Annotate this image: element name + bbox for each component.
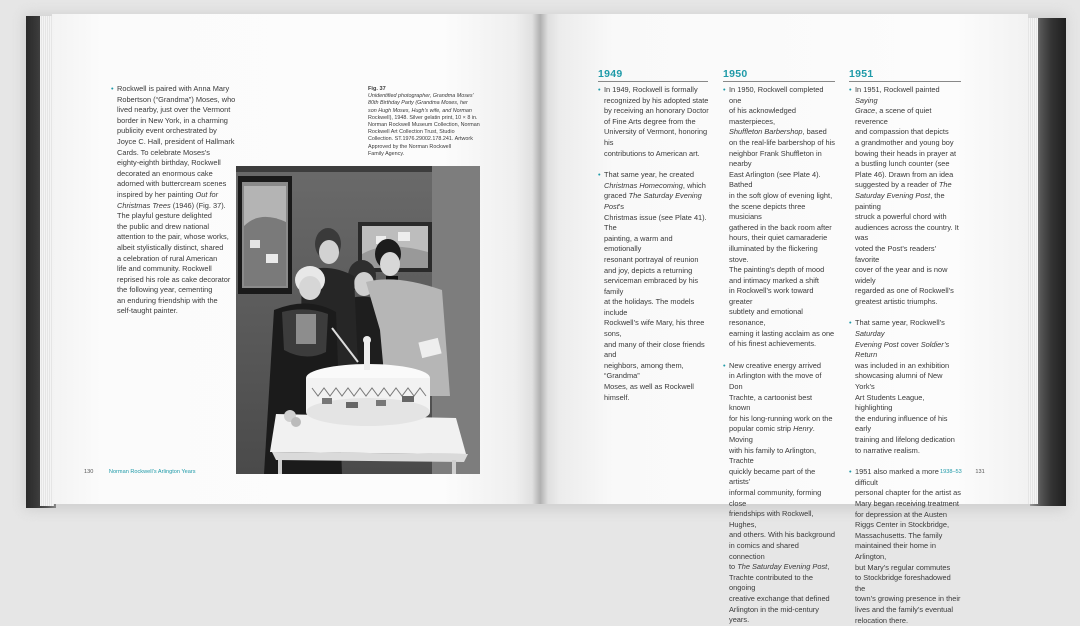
year-rule-1950 (723, 81, 835, 82)
text-line: contributions to American art. (604, 148, 700, 158)
timeline-entry (723, 85, 835, 350)
text-line: struck a powerful chord with (855, 212, 947, 222)
text-line: 80th Birthday Party (Grandma Moses, her (368, 100, 468, 107)
text-line: in the soft glow of evening light, (729, 190, 833, 200)
text-line: Art Students League, highlighting (855, 392, 925, 413)
text-line: and intimacy marked a shift (729, 275, 819, 285)
text-line: Approved by the Norman Rockwell (368, 143, 451, 150)
text-line: Collection. ST.1976.29002.178.241. Artwork (368, 136, 473, 143)
timeline-entry (849, 318, 961, 456)
text-line: painting, a warm and emotionally (604, 233, 673, 254)
text-line: lived nearby, just over the Vermont (117, 105, 231, 115)
text-line: albeit stylistically distinct, shared (117, 242, 224, 252)
text-line: was included in an exhibition (855, 360, 950, 370)
text-line: (1946) (Fig. 37). (170, 200, 226, 210)
text-line: The Saturday Evening Post (604, 191, 702, 211)
book-gutter (532, 14, 548, 504)
text-line: Christmas Homecoming (604, 180, 683, 190)
text-line: in comics and shared connection (729, 540, 799, 561)
text-line: , the painting (855, 190, 945, 211)
chapter-date-range: 1938–53 (940, 469, 962, 475)
text-line: cover (898, 339, 921, 349)
timeline-entry (849, 467, 961, 626)
text-line: relocation there. (855, 615, 908, 625)
figure-caption (368, 86, 488, 158)
text-line: That same year, Rockwell’s (855, 318, 945, 328)
text-line: a grandmother and young boy (855, 137, 954, 147)
text-line: publicity event orchestrated by (117, 126, 217, 136)
text-line: and joy, depicts a returning (604, 265, 693, 275)
text-line: eighty-eighth birthday, Rockwell (117, 158, 221, 168)
year-heading-1949: 1949 (598, 68, 623, 80)
right-page-number: 131 (975, 469, 985, 475)
text-line: Saturday Evening Post (855, 190, 931, 200)
text-line: Robertson (“Grandma”) Moses, who (117, 94, 236, 104)
text-line: Soldier’s Return (855, 339, 950, 360)
text-line: to Stockbridge foreshadowed the (855, 573, 951, 593)
text-line: regarded as one of Rockwell’s (855, 286, 954, 296)
text-line: adorned with buttercream scenes (117, 179, 227, 189)
timeline-entry (598, 170, 710, 403)
text-line: In 1949, Rockwell is formally (604, 85, 698, 94)
text-line: Saturday (855, 329, 885, 339)
text-line: , (827, 562, 830, 572)
text-line: lives and the family’s eventual (855, 604, 954, 614)
text-line: Joyce C. Hall, president of Hallmark (117, 136, 235, 146)
photograph-illustration (236, 166, 480, 474)
text-line: training and lifelong dedication (855, 435, 955, 444)
text-line: at the holidays. The models include (604, 297, 695, 317)
text-line: Christmas issue (see Plate 41). The (604, 212, 707, 233)
text-line: subtlety and emotional resonance, (729, 307, 803, 328)
text-line: and compassion that depicts (855, 127, 949, 137)
text-line: Norman Rockwell Museum Collection, Norman (368, 122, 480, 129)
text-line: The (938, 180, 952, 190)
text-line: voted the Post’s readers’ favorite (855, 243, 936, 264)
text-line: Rockwell is paired with Anna Mary (117, 84, 230, 93)
year-heading-1950: 1950 (723, 68, 748, 80)
text-line: , based (802, 127, 827, 137)
text-line: and others. With his background (729, 530, 835, 540)
text-line: for his long-running work on the (729, 413, 833, 423)
text-line: a bustling lunch counter (see (855, 159, 950, 169)
running-title: Norman Rockwell’s Arlington Years (108, 469, 196, 475)
text-line: border in New York, in a charming (117, 115, 228, 125)
text-line: and many of their close friends and (604, 339, 705, 360)
text-line: greatest artistic triumphs. (855, 296, 938, 306)
text-line: Moses, as well as Rockwell himself. (604, 382, 694, 402)
text-line: Henry (793, 424, 813, 434)
text-line: , which (682, 180, 706, 190)
text-line: The playful gesture delighted (117, 211, 212, 221)
text-line: Unidentified photographer, Grandma Moses’ (368, 93, 474, 100)
text-line: showcasing alumni of New York’s (855, 371, 943, 392)
text-line: The Saturday Evening Post (737, 562, 828, 572)
text-line: popular comic strip (729, 424, 794, 434)
text-line: with his family to Arlington, Trachte (729, 445, 817, 466)
text-line: creative exchange that defined (729, 593, 830, 603)
text-line: Massachusetts. The family (855, 530, 943, 540)
text-line: Plate 46). Drawn from an idea (855, 169, 954, 179)
text-line: of his finest achievements. (729, 339, 817, 349)
text-line: in Arlington with the move of Don (729, 371, 822, 392)
text-line: Trachte, a cartoonist best known (729, 392, 813, 413)
text-line: Family Agency. (368, 150, 405, 157)
text-line: Grace (855, 106, 876, 116)
text-line: friendships with Rockwell, Hughes, (729, 509, 814, 529)
text-line: . Moving (729, 424, 815, 444)
year-rule-1949 (598, 81, 708, 82)
left-body-text (111, 84, 241, 317)
text-line: of Fine Arts degree from the (604, 116, 696, 126)
text-line: illuminated by the flickering stove. (729, 243, 818, 264)
year-heading-1951: 1951 (849, 68, 874, 80)
year-rule-1951 (849, 81, 961, 82)
text-line: by receiving an honorary Doctor (604, 106, 709, 116)
text-line: graced (604, 191, 629, 201)
text-line: maintained their home in Arlington, (855, 541, 936, 561)
text-line: Rockwell Art Collection Trust, Studio (368, 129, 455, 136)
text-line: to (729, 562, 738, 572)
text-line: In 1950, Rockwell completed one (729, 85, 824, 105)
text-line: self-taught painter. (117, 306, 178, 316)
text-line: Cards. To celebrate Moses’s (117, 147, 210, 157)
text-line: earning it lasting acclaim as one (729, 328, 835, 338)
text-line: gathered in the back room after (729, 222, 832, 232)
text-line: Riggs Center in Stockbridge, (855, 520, 950, 530)
text-line: neighbor Frank Shuffleton in nearby (729, 148, 822, 169)
text-line: bowing their heads in prayer at (855, 148, 957, 158)
text-line: in Rockwell’s work toward greater (729, 286, 814, 306)
text-line: 1951 also marked a more difficult (855, 467, 939, 487)
text-line: Christmas Trees (117, 200, 171, 210)
text-line: In 1951, Rockwell painted (855, 85, 940, 94)
text-line: an enduring friendship with the (117, 295, 218, 305)
text-line: on the real-life barbershop of his (729, 137, 835, 147)
text-line: New creative energy arrived (729, 360, 822, 370)
timeline-entry (849, 85, 961, 307)
text-line: Trachte contributed to the ongoing (729, 572, 813, 593)
text-line: of his acknowledged masterpieces, (729, 106, 796, 126)
text-line: the enduring influence of his early (855, 413, 948, 434)
text-line: audiences across the country. It was (855, 222, 959, 243)
grandma-moses-paragraph (111, 84, 241, 317)
text-line: for depression at the Austen (855, 509, 948, 519)
text-line: Rockwell), 1948. Silver gelatin print, 10 × 8 in. (368, 114, 478, 121)
text-line: resonant portrayal of reunion (604, 254, 699, 264)
text-line: Mary began receiving treatment (855, 498, 959, 508)
text-line: town’s growing presence in their (855, 594, 961, 604)
birthday-party-photograph (236, 166, 480, 474)
text-line: quickly became part of the artists’ (729, 466, 816, 487)
text-line: attention to the pair, whose works, (117, 232, 229, 242)
text-line: life and community. Rockwell (117, 264, 212, 274)
text-line: recognized by his adopted state (604, 95, 709, 105)
left-page-footer (84, 469, 196, 475)
text-line: hours, their quiet camaraderie (729, 233, 828, 243)
text-line: a celebration of rural American (117, 253, 218, 263)
text-line: the public and drew national (117, 221, 210, 231)
text-line: University of Vermont, honoring his (604, 127, 708, 147)
text-line: decorated an enormous cake (117, 168, 213, 178)
text-line: to narrative realism. (855, 445, 920, 455)
text-line: the scene depicts three musicians (729, 201, 806, 222)
text-line: inspired by her painting (117, 189, 196, 199)
text-line: Out for (195, 189, 219, 199)
text-line: serviceman embraced by his family (604, 276, 699, 296)
text-line: reprised his role as cake decorator (117, 274, 231, 284)
text-line: son Hugh Moses, Hugh’s wife, and Norman (368, 107, 472, 114)
text-line: Rockwell’s wife Mary, his three sons, (604, 318, 705, 339)
text-line: personal chapter for the artist as (855, 488, 961, 498)
text-line: Shuffleton Barbershop (729, 127, 803, 137)
timeline-column-1950 (723, 85, 835, 626)
left-page-number: 130 (84, 469, 94, 475)
timeline-entry (723, 361, 835, 626)
text-line: ’s (618, 201, 625, 211)
text-line: Saying (855, 95, 878, 105)
text-line: suggested by a reader of (855, 180, 939, 190)
text-line: , a scene of quiet reverence (855, 106, 932, 126)
text-line: East Arlington (see Plate 4). Bathed (729, 169, 821, 190)
right-page-footer (940, 469, 985, 475)
timeline-column-1949 (598, 85, 710, 403)
text-line: neighbors, among them, “Grandma” (604, 360, 684, 381)
text-line: cover of the year and is now widely (855, 265, 948, 285)
text-line: Evening Post (855, 339, 899, 349)
text-line: That same year, he created (604, 170, 694, 180)
text-line: the following year, cementing (117, 285, 213, 295)
figure-label: Fig. 37 (368, 86, 386, 92)
text-line: The painting’s depth of mood (729, 265, 825, 275)
text-line: but Mary’s regular commutes (855, 562, 951, 572)
timeline-entry (598, 85, 710, 159)
text-line: Arlington in the mid-century years. (729, 604, 819, 625)
timeline-column-1951 (849, 85, 961, 626)
text-line: informal community, forming close (729, 487, 822, 508)
